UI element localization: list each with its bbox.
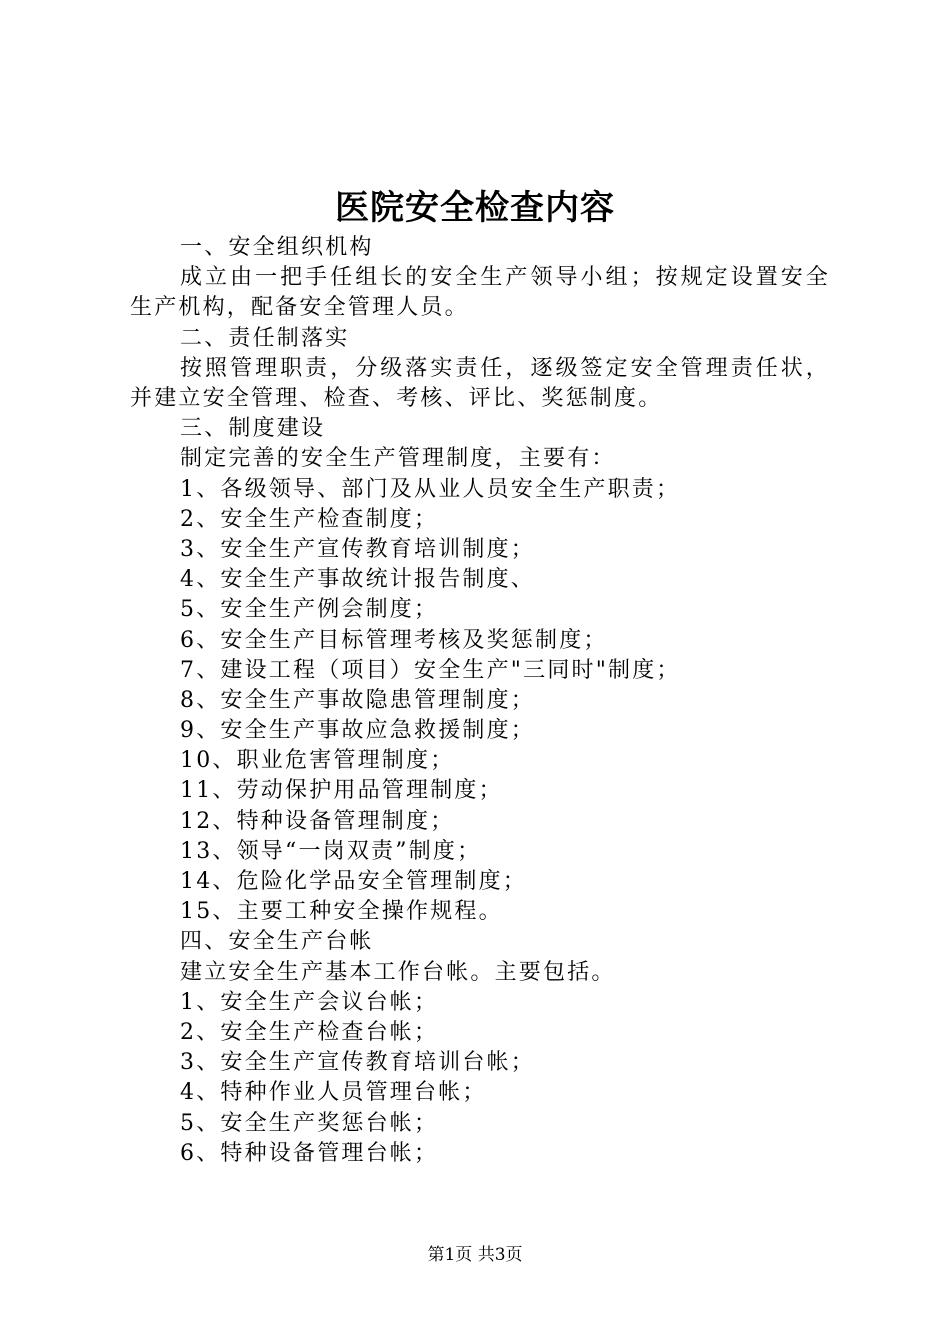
list-item: 2、安全生产检查制度；: [180, 506, 439, 532]
list-item: 7、建设工程（项目）安全生产"三同时"制度；: [180, 657, 681, 683]
section-heading: 一、安全组织机构: [180, 235, 374, 260]
list-item: 8、安全生产事故隐患管理制度；: [180, 687, 535, 713]
list-item: 10、职业危害管理制度；: [180, 748, 455, 774]
list-item: 9、安全生产事故应急救援制度；: [180, 718, 535, 744]
list-item: 11、劳动保护用品管理制度；: [180, 778, 503, 804]
list-item: 2、安全生产检查台帐；: [180, 1019, 439, 1045]
regulation-list: [130, 475, 830, 928]
list-item: 3、安全生产宣传教育培训制度；: [180, 536, 535, 562]
list-item: 5、安全生产奖惩台帐；: [180, 1110, 439, 1136]
list-item: 4、特种作业人员管理台帐；: [180, 1080, 487, 1106]
list-item: 12、特种设备管理制度；: [180, 808, 455, 834]
section-heading: 二、责任制落实: [180, 325, 350, 351]
document-title: 医院安全检查内容: [335, 188, 615, 228]
list-item: 5、安全生产例会制度；: [180, 597, 439, 623]
list-item: 4、安全生产事故统计报告制度、: [180, 567, 535, 593]
list-item: 6、安全生产目标管理考核及奖惩制度；: [180, 627, 608, 653]
ledger-list: [130, 988, 830, 1169]
section-heading: 三、制度建设: [180, 416, 326, 442]
list-item: 3、安全生产宣传教育培训台帐；: [180, 1050, 535, 1076]
list-item: 14、危险化学品安全管理制度；: [180, 869, 527, 894]
list-item: 1、安全生产会议台帐；: [180, 989, 439, 1015]
section-intro: 制定完善的安全生产管理制度，主要有：: [180, 446, 616, 472]
list-item: 13、领导“一岗双责”制度；: [180, 838, 482, 864]
section-heading: 四、安全生产台帐: [180, 929, 374, 955]
page-indicator: 第1页 共3页: [427, 1245, 523, 1265]
list-item: 15、主要工种安全操作规程。: [180, 899, 503, 925]
list-item: 1、各级领导、部门及从业人员安全生产职责；: [180, 476, 681, 502]
section-paragraph: 按照管理职责，分级落实责任，逐级签定安全管理责任状，并建立安全管理、检查、考核、评比、奖惩制度。: [130, 355, 830, 411]
section-intro: 建立安全生产基本工作台帐。主要包括。: [180, 959, 616, 985]
document-body: [130, 233, 830, 1169]
list-item: 6、特种设备管理台帐；: [180, 1140, 439, 1166]
section-paragraph: 成立由一把手任组长的安全生产领导小组；按规定设置安全生产机构，配备安全管理人员。: [130, 265, 830, 321]
